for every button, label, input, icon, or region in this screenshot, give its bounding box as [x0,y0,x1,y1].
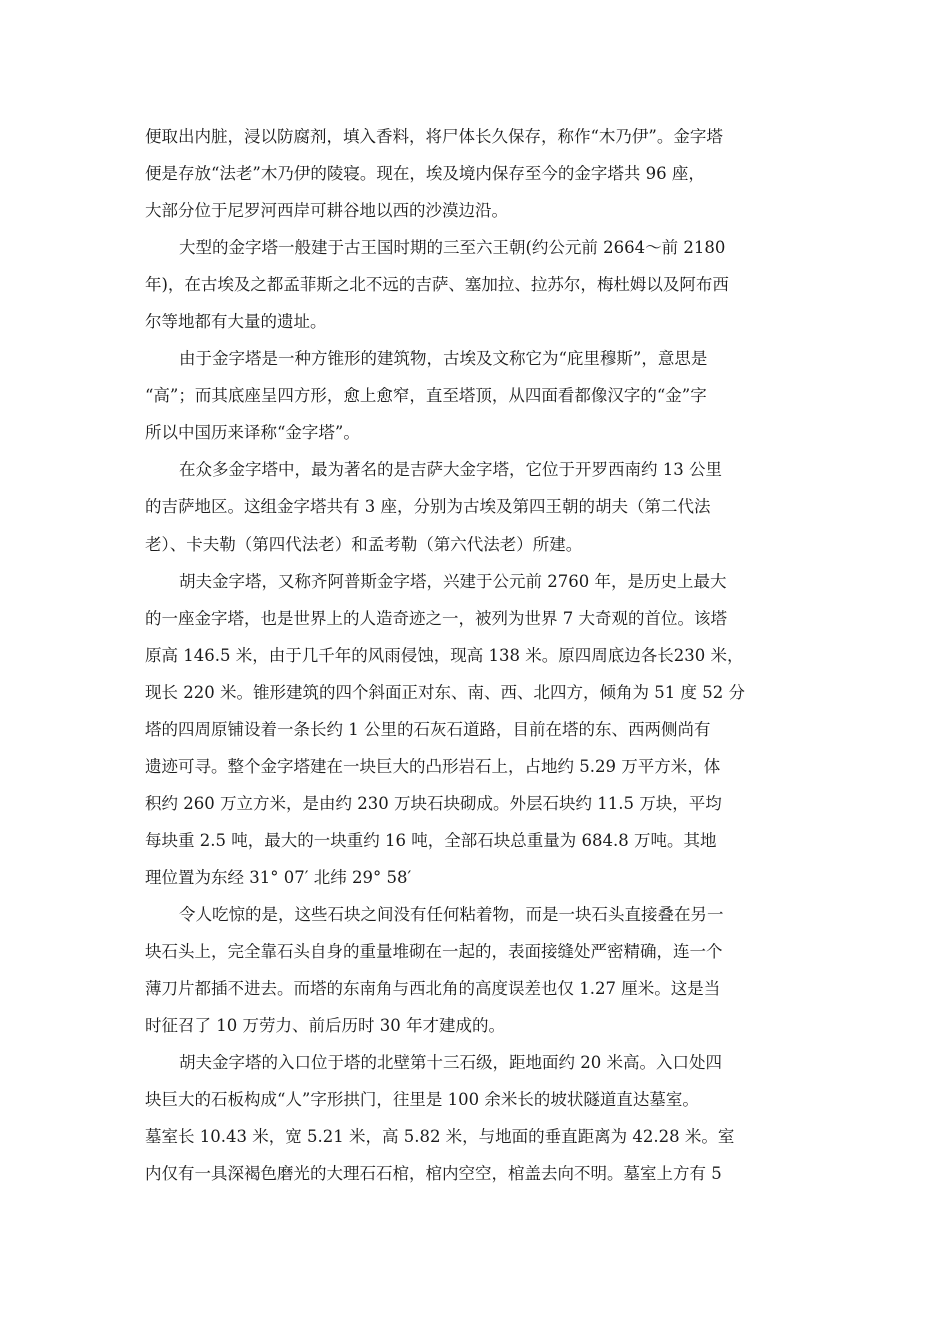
text-line: 每块重 2.5 吨，最大的一块重约 16 吨，全部石块总重量为 684.8 万吨。其地 [145,830,717,850]
text-line: 由于金字塔是一种方锥形的建筑物，古埃及文称它为“庇里穆斯”，意思是 [179,349,708,369]
document-body [145,118,807,1192]
text-line: 令人吃惊的是，这些石块之间没有任何粘着物，而是一块石头直接叠在另一 [179,904,724,924]
text-line: 胡夫金字塔的入口位于塔的北壁第十三石级，距地面约 20 米高。入口处四 [179,1053,722,1073]
text-line: “高”；而其底座呈四方形，愈上愈窄，直至塔顶，从四面看都像汉字的“金”字 [145,386,707,406]
text-line: 塔的四周原铺设着一条长约 1 公里的石灰石道路，目前在塔的东、西两侧尚有 [145,719,711,739]
text-line: 年)，在古埃及之都孟菲斯之北不远的吉萨、塞加拉、拉苏尔，梅杜姆以及阿布西 [145,275,729,295]
text-line: 积约 260 万立方米，是由约 230 万块石块砌成。外层石块约 11.5 万块，平均 [145,793,722,813]
text-line: 内仅有一具深褐色磨光的大理石石棺，棺内空空，棺盖去向不明。墓室上方有 5 [145,1164,722,1184]
text-line: 便取出内脏，浸以防腐剂，填入香料，将尸体长久保存，称作“木乃伊”。金字塔 [145,127,723,146]
text-line: 大部分位于尼罗河西岸可耕谷地以西的沙漠边沿。 [145,201,508,221]
text-line: 现长 220 米。锥形建筑的四个斜面正对东、南、西、北四方，倾角为 51 度 52 分 [145,682,745,702]
text-line: 遗迹可寻。整个金字塔建在一块巨大的凸形岩石上，占地约 5.29 万平方米，体 [145,756,721,776]
text-line: 老）、卡夫勒（第四代法老）和孟考勒（第六代法老）所建。 [145,534,583,554]
paragraph [145,118,807,229]
text-line: 时征召了 10 万劳力、前后历时 30 年才建成的。 [145,1016,505,1036]
paragraph [145,451,807,562]
text-line: 块巨大的石板构成“人”字形拱门，往里是 100 余米长的坡状隧道直达墓室。 [145,1090,699,1110]
text-line: 原高 146.5 米，由于几千年的风雨侵蚀，现高 138 米。原四周底边各长230 米， [145,645,744,665]
text-line: 的吉萨地区。这组金字塔共有 3 座，分别为古埃及第四王朝的胡夫（第二代法 [145,497,711,517]
paragraph [145,1044,807,1192]
text-line: 胡夫金字塔，又称齐阿普斯金字塔，兴建于公元前 2760 年，是历史上最大 [179,571,727,591]
text-line: 大型的金字塔一般建于古王国时期的三至六王朝(约公元前 2664～前 2180 [179,238,726,258]
text-line: 理位置为东经 31° 07′ 北纬 29° 58′ [145,867,412,887]
text-line: 尔等地都有大量的遗址。 [145,312,327,332]
paragraph [145,896,807,1044]
paragraph [145,563,807,896]
text-line: 块石头上，完全靠石头自身的重量堆砌在一起的，表面接缝处严密精确，连一个 [145,942,723,962]
text-line: 便是存放“法老”木乃伊的陵寝。现在，埃及境内保存至今的金字塔共 96 座， [145,164,705,184]
text-line: 在众多金字塔中，最为著名的是吉萨大金字塔，它位于开罗西南约 13 公里 [179,460,722,480]
paragraph [145,229,807,340]
paragraph [145,340,807,451]
text-line: 墓室长 10.43 米，宽 5.21 米，高 5.82 米，与地面的垂直距离为 42.28 米。室 [145,1127,735,1147]
text-line: 所以中国历来译称“金字塔”。 [145,423,360,443]
text-line: 的一座金字塔，也是世界上的人造奇迹之一，被列为世界 7 大奇观的首位。该塔 [145,608,727,628]
text-line: 薄刀片都插不进去。而塔的东南角与西北角的高度误差也仅 1.27 厘米。这是当 [145,979,721,999]
